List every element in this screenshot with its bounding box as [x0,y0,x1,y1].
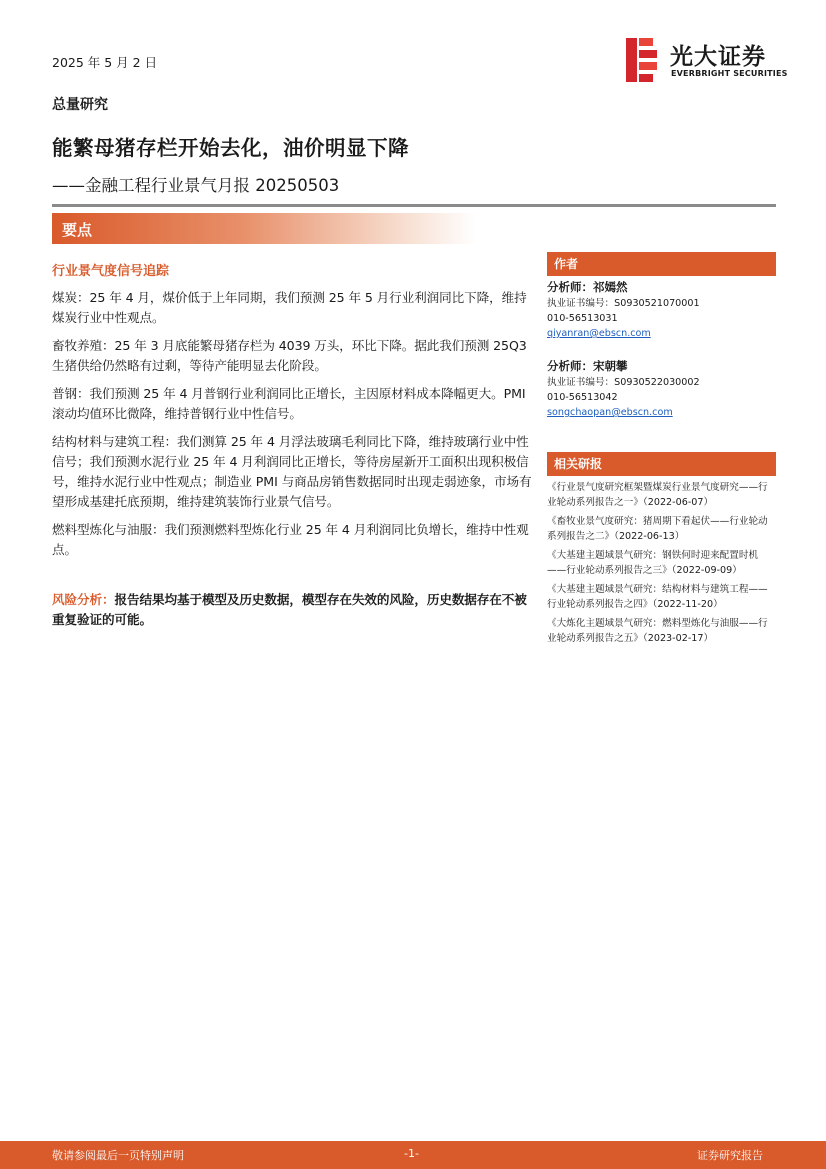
related-reports-banner: 相关研报 [547,452,776,476]
related-report-item: 《大炼化主题域景气研究：燃料型炼化与油服——行业轮动系列报告之五》（2023-02-17） [547,618,768,644]
analyst-block [547,278,776,341]
footer-report-type: 证券研究报告 [697,1149,763,1162]
authors-banner: 作者 [547,252,776,276]
related-report-item: 《行业景气度研究框架暨煤炭行业景气度研究——行业轮动系列报告之一》（2022-06-07） [547,482,768,508]
analyst-block [547,357,776,420]
footer-disclaimer: 敬请参阅最后一页特别声明 [52,1149,184,1162]
key-points-label: 要点 [62,221,93,239]
related-report-item: 《大基建主题域景气研究：结构材料与建筑工程——行业轮动系列报告之四》（2022-11-20） [547,584,768,610]
analyst-phone: 010-56513042 [547,392,618,403]
analyst-email-link[interactable]: qiyanran@ebscn.com [547,328,651,339]
related-report-item: 《畜牧业景气度研究：猪周期下看起伏——行业轮动系列报告之二》（2022-06-13） [547,516,768,542]
page-number: -1- [404,1147,419,1160]
main-content [52,262,534,638]
paragraph-steel: 普钢：我们预测 25 年 4 月普钢行业利润同比正增长，主因原材料成本降幅更大。PMI 滚动均值环比微降，维持普钢行业中性信号。 [52,386,526,421]
analyst-cert: 执业证书编号：S0930522030002 [547,377,700,388]
report-title: 能繁母猪存栏开始去化，油价明显下降 [52,136,409,160]
logo-english-name: EVERBRIGHT SECURITIES [671,69,788,78]
report-category: 总量研究 [52,97,108,113]
analyst-name: 分析师：祁嫣然 [547,280,628,294]
paragraph-livestock: 畜牧养殖：25 年 3 月底能繁母猪存栏为 4039 万头，环比下降。据此我们预测 25Q3 生猪供给仍然略有过剩，等待产能明显去化阶段。 [52,338,527,373]
risk-text: 报告结果均基于模型及历史数据，模型存在失效的风险，历史数据存在不被重复验证的可能。 [52,592,527,627]
paragraph-coal: 煤炭：25 年 4 月，煤价低于上年同期，我们预测 25 年 5 月行业利润同比下降，维持煤炭行业中性观点。 [52,290,527,325]
risk-analysis [52,590,534,630]
company-logo [626,38,786,82]
paragraph-construction: 结构材料与建筑工程：我们测算 25 年 4 月浮法玻璃毛利同比下降，维持玻璃行业中性信号；我们预测水泥行业 25 年 4 月利润同比正增长，等待房屋新开工面积出现积极信号，维持水泥行业中性观点；制造业 PMI 与商品房销售数据同时出现走弱迹象，市场有望形成基建托底预期，维持建筑装饰行业景气信号。 [52,434,532,509]
sidebar [547,252,776,650]
header-divider [52,204,776,207]
analyst-name: 分析师：宋朝攀 [547,359,628,373]
paragraph-refining: 燃料型炼化与油服：我们预测燃料型炼化行业 25 年 4 月利润同比负增长，维持中性观点。 [52,522,529,557]
key-points-banner [52,213,476,244]
logo-chinese-name: 光大证券 [670,44,766,70]
risk-label: 风险分析： [52,592,115,607]
report-subtitle: ——金融工程行业景气月报 20250503 [52,176,340,195]
analyst-phone: 010-56513031 [547,313,618,324]
analyst-email-link[interactable]: songchaopan@ebscn.com [547,407,673,418]
related-reports-list [547,480,776,646]
section-heading: 行业景气度信号追踪 [52,264,170,279]
report-date: 2025 年 5 月 2 日 [52,55,158,70]
related-report-item: 《大基建主题域景气研究：钢铁何时迎来配置时机——行业轮动系列报告之三》（2022-09-09） [547,550,759,576]
everbright-logo-icon [626,38,662,82]
analyst-cert: 执业证书编号：S0930521070001 [547,298,700,309]
